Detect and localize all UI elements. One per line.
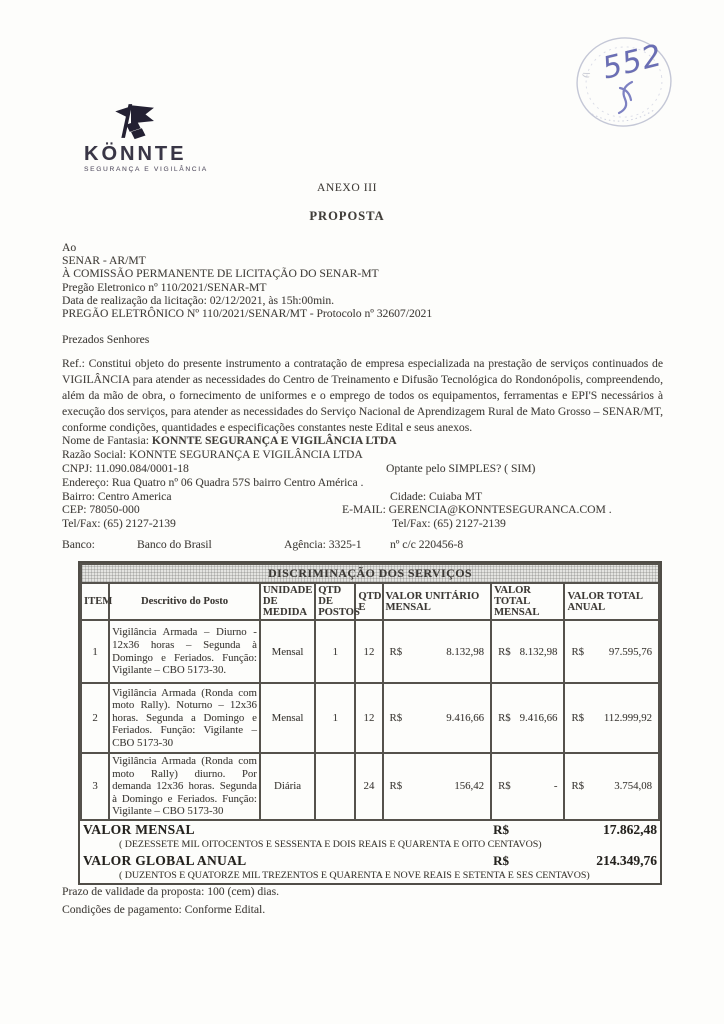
recipient-line: SENAR - AR/MT [62,254,146,268]
reference-paragraph: Ref.: Constitui objeto do presente instrumento a contratação de empresa especializada na prestação de serviços continuados de VIGILÂNCIA para atender as necessidades do Centro de Treinamento e Difusão Tecnológica do Rondonópolis, compreendendo, além da mão de obra, o fornecimento de uniformes e o emprego de todos os equipamentos, ferramentas e EPI'S necessários à execução dos serviços, para atender as necessidades do Serviço Nacional de Aprendizagem Rural de Mato Grosso – SENAR/MT, conforme condições, quantidades e especificações constantes neste Edital e seus anexos. [62,357,663,434]
conta-value: nº c/c 220456-8 [390,538,464,552]
row-valor-unitario [383,620,492,683]
amount: 8.132,98 [519,645,558,658]
row-valor-anual [564,683,659,753]
total-anual-value: 214.349,76 [596,852,657,868]
currency-symbol: R$ [571,712,585,724]
total-anual-extenso: ( DUZENTOS E QUATORZE MIL TREZENTOS E QUARENTA E NOVE REAIS E SETENTA E SES CENTAVOS) [119,869,590,881]
currency-symbol: R$ [571,645,585,658]
company-row-bairro [62,490,663,504]
row-valor-unitario [383,753,492,820]
pagamento-line: Condições de pagamento: Conforme Edital. [62,902,266,916]
table-banner: DISCRIMINAÇÃO DOS SERVIÇOS [81,564,659,583]
salutation: Prezados Senhores [62,333,150,346]
recipient-block [62,241,432,320]
recipient-line: Data de realização da licitação: 02/12/2021, às 15h:00min. [62,293,335,307]
fantasia-value: KONNTE SEGURANÇA E VIGILÂNCIA LTDA [151,434,397,447]
row-valor-mensal [491,683,564,753]
total-anual-row [81,852,659,870]
amount: 9.416,66 [519,712,558,724]
row-qtd-e: 12 [355,620,382,683]
col-unidade: UNIDADE DE MEDIDA [260,583,315,620]
total-mensal-row [81,820,659,839]
recipient-line: Ao [62,241,77,254]
banco-nome: Banco do Brasil [137,538,212,552]
recipient-line: PREGÃO ELETRÔNICO Nº 110/2021/SENAR/MT - Protocolo nº 32607/2021 [62,307,433,321]
email-value: E-MAIL: GERENCIA@KONNTESEGURANCA.COM . [342,503,612,517]
agencia-value: Agência: 3325-1 [284,538,362,552]
row-item: 1 [81,620,109,683]
konnte-logo-icon [102,104,160,144]
row-qtd-postos: 1 [315,683,355,753]
cep-value: CEP: 78050-000 [62,503,140,517]
row-qtd-postos: 1 [315,620,355,683]
cidade-value: Cidade: Cuiaba MT [390,489,483,503]
company-info-block [62,434,663,552]
banco-label: Banco: [62,538,95,552]
svg-text:(\: (\ [580,70,592,80]
total-anual-label: VALOR GLOBAL ANUAL [83,852,247,868]
row-valor-mensal [491,753,564,820]
currency-symbol: R$ [498,780,511,793]
company-row-fantasia [62,434,663,448]
logo-tagline: SEGURANÇA E VIGILÂNCIA [84,166,208,173]
table-row [81,620,659,683]
total-mensal-value: 17.862,48 [564,820,659,839]
total-mensal-currency: R$ [491,820,564,839]
simples-value: Optante pelo SIMPLES? ( SIM) [386,461,536,475]
recipient-line: À COMISSÃO PERMANENTE DE LICITAÇÃO DO SENAR-MT [62,267,379,281]
col-item: ITEM [81,583,109,620]
row-item: 2 [81,683,109,753]
amount: 112.999,92 [603,712,652,724]
currency-symbol: R$ [389,712,403,724]
razao-social: Razão Social: KONNTE SEGURANÇA E VIGILÂNCIA LTDA [62,447,363,461]
col-valor-unitario: VALOR UNITÁRIO MENSAL [383,583,492,620]
total-mensal-extenso-row [81,839,659,852]
row-valor-anual [564,753,659,820]
total-mensal-extenso: ( DEZESSETE MIL OITOCENTOS E SESSENTA E DOIS REAIS E QUARENTA E OITO CENTAVOS) [119,838,542,850]
telfax-value: Tel/Fax: (65) 2127-2139 [62,517,176,531]
company-row-endereco [62,476,663,490]
validade-line: Prazo de validade da proposta: 100 (cem) dias. [62,885,279,898]
row-descritivo: Vigilância Armada (Ronda com moto Rally) diurno. Por demanda 12x36 horas. Segunda à Domingo e Feriados. Função: Vigilante – CBO 5173-30 [109,753,260,820]
endereco-value: Endereço: Rua Quatro nº 06 Quadra 57S bairro Centro América . [62,475,364,489]
fantasia-label: Nome de Fantasia: [62,434,149,447]
stamp-signature-icon [619,82,632,113]
cnpj-value: CNPJ: 11.090.084/0001-18 [62,461,189,475]
company-logo [84,104,244,173]
col-qtd-e: QTD E [355,583,382,620]
col-descritivo: Descritivo do Posto [109,583,260,620]
row-valor-unitario [383,683,492,753]
row-descritivo: Vigilância Armada – Diurno - 12x36 horas – Segunda à Domingo e Feriados. Função: Vigilante – CBO 5173-30. [109,620,260,683]
amount: 3.754,08 [614,780,652,793]
col-qtd-postos: QTD DE POSTOS [315,583,355,620]
currency-symbol: R$ [498,712,511,724]
company-row-cnpj [62,462,663,476]
row-descritivo: Vigilância Armada (Ronda com moto Rally). Noturno – 12x36 horas. Segunda a Domingo e Feriados. Função: Vigilante – CBO 5173-30 [109,683,260,753]
amount: - [553,780,558,793]
currency-symbol: R$ [389,645,403,658]
bairro-value: Bairro: Centro America [62,489,172,503]
row-valor-anual [564,620,659,683]
currency-symbol: R$ [498,645,511,658]
currency-symbol: R$ [389,780,403,793]
table-row [81,683,659,753]
services-table [80,563,660,883]
company-row-cep [62,503,663,517]
table-banner-row [81,564,659,583]
table-header-row [81,583,659,620]
amount: 9.416,66 [446,712,485,724]
col-valor-total-mensal: VALOR TOTAL MENSAL [491,583,564,620]
round-ink-stamp [562,22,686,146]
services-table-wrap [78,561,662,885]
stamp-circle-icon [562,22,686,146]
total-anual-currency: R$ [493,852,509,868]
footer-conditions [62,883,279,918]
row-qtd-e: 24 [355,753,382,820]
total-mensal-label: VALOR MENSAL [81,820,491,839]
row-unidade: Diária [260,753,315,820]
row-qtd-postos [315,753,355,820]
table-row [81,753,659,820]
amount: 156,42 [454,780,485,793]
row-valor-mensal [491,620,564,683]
total-anual-extenso-row [81,870,659,883]
company-row-telfax [62,517,663,531]
page-title: PROPOSTA [309,209,385,223]
company-row-banco [62,538,663,552]
recipient-line: Pregão Eletronico nº 110/2021/SENAR-MT [62,280,267,294]
row-item: 3 [81,753,109,820]
annex-heading: ANEXO III [316,182,377,194]
amount: 8.132,98 [446,645,485,658]
currency-symbol: R$ [571,780,585,793]
row-unidade: Mensal [260,620,315,683]
logo-wordmark: KÖNNTE [84,143,187,165]
amount: 97.595,76 [608,645,652,658]
row-qtd-e: 12 [355,683,382,753]
telfax2-value: Tel/Fax: (65) 2127-2139 [392,517,506,531]
company-row-razao [62,448,663,462]
col-valor-total-anual: VALOR TOTAL ANUAL [564,583,659,620]
stamp-number: 552 [599,37,666,87]
row-unidade: Mensal [260,683,315,753]
